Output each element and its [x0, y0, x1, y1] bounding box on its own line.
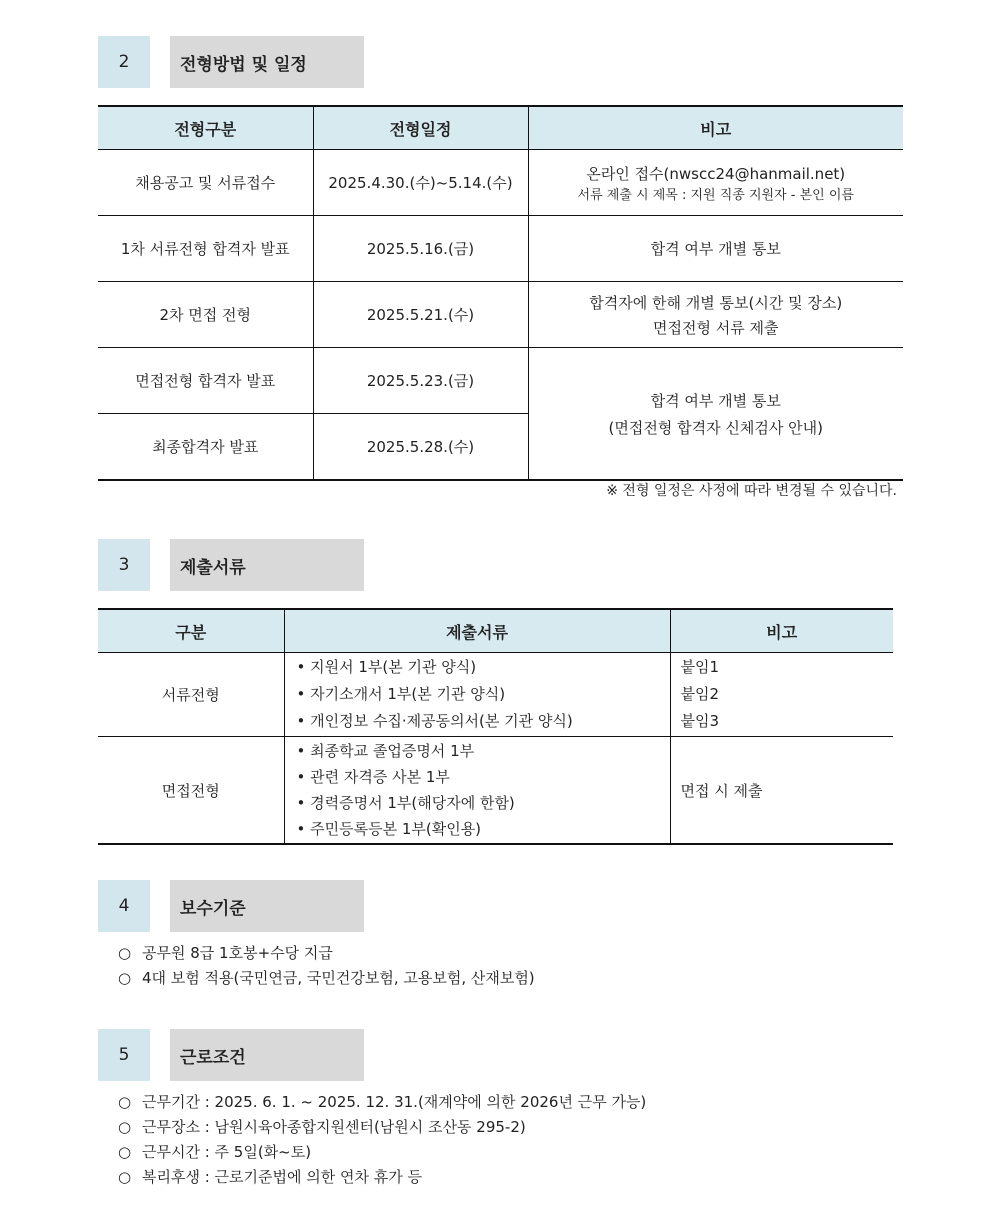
circle-bullet-icon: ○	[118, 1143, 132, 1161]
date-cell: 2025.4.30.(수)~5.14.(수)	[313, 150, 528, 216]
stage-cell: 채용공고 및 서류접수	[98, 150, 313, 216]
list-item	[118, 1090, 646, 1115]
table-row	[98, 653, 893, 737]
date-cell: 2025.5.16.(금)	[313, 216, 528, 282]
category-cell: 면접전형	[98, 737, 284, 845]
list-item-text: 근무기간 : 2025. 6. 1. ~ 2025. 12. 31.(재계약에 의한 2026년 근무 가능)	[142, 1093, 647, 1111]
stage-cell: 1차 서류전형 합격자 발표	[98, 216, 313, 282]
circle-bullet-icon: ○	[118, 1093, 132, 1111]
section-title: 제출서류	[170, 539, 364, 591]
attachment-label: 붙임2	[680, 685, 720, 703]
table-header-row	[98, 609, 893, 653]
circle-bullet-icon: ○	[118, 1118, 132, 1136]
attachment-label: 붙임3	[680, 712, 720, 730]
section-number: 4	[98, 880, 150, 932]
section-3-header	[98, 539, 364, 591]
table-row	[98, 150, 903, 216]
date-cell: 2025.5.21.(수)	[313, 282, 528, 348]
list-item	[118, 941, 535, 966]
note-cell: 면접 시 제출	[670, 737, 893, 845]
note-line: (면접전형 합격자 신체검사 안내)	[608, 418, 823, 437]
documents-table	[98, 608, 893, 845]
schedule-footnote: ※ 전형 일정은 사정에 따라 변경될 수 있습니다.	[606, 483, 897, 499]
note-cell	[670, 653, 893, 737]
list-item-text: 4대 보험 적용(국민연금, 국민건강보험, 고용보험, 산재보험)	[142, 969, 535, 987]
section-4-header	[98, 880, 364, 932]
list-item: • 경력증명서 1부(해당자에 한함)	[296, 794, 515, 812]
stage-cell: 면접전형 합격자 발표	[98, 348, 313, 414]
section-title: 전형방법 및 일정	[170, 36, 364, 88]
list-item	[118, 1140, 646, 1165]
stage-cell: 최종합격자 발표	[98, 414, 313, 481]
table-row	[98, 348, 903, 414]
attachment-label: 붙임1	[680, 658, 720, 676]
list-item-text: 복리후생 : 근로기준법에 의한 연차 휴가 등	[142, 1168, 422, 1186]
list-item: • 관련 자격증 사본 1부	[296, 768, 450, 786]
column-header: 제출서류	[284, 609, 670, 653]
column-header: 전형구분	[98, 106, 313, 150]
list-item-text: 근무시간 : 주 5일(화~토)	[142, 1143, 312, 1161]
schedule-table	[98, 105, 903, 481]
circle-bullet-icon: ○	[118, 944, 132, 962]
section-number: 5	[98, 1029, 150, 1081]
note-cell	[528, 348, 903, 481]
note-cell	[528, 282, 903, 348]
section-number: 2	[98, 36, 150, 88]
section-5-header	[98, 1029, 364, 1081]
column-header: 비고	[670, 609, 893, 653]
table-row	[98, 737, 893, 845]
list-item: • 주민등록등본 1부(확인용)	[296, 820, 482, 838]
section-number: 3	[98, 539, 150, 591]
column-header: 비고	[528, 106, 903, 150]
note-cell: 합격 여부 개별 통보	[528, 216, 903, 282]
table-row	[98, 282, 903, 348]
circle-bullet-icon: ○	[118, 1168, 132, 1186]
list-item	[118, 966, 535, 991]
column-header: 구분	[98, 609, 284, 653]
list-item: • 개인정보 수집·제공동의서(본 기관 양식)	[296, 712, 573, 730]
note-line: 면접전형 서류 제출	[653, 318, 779, 337]
list-item-text: 공무원 8급 1호봉+수당 지급	[142, 944, 333, 962]
table-row	[98, 216, 903, 282]
category-cell: 서류전형	[98, 653, 284, 737]
list-item: • 자기소개서 1부(본 기관 양식)	[296, 685, 506, 703]
list-item: • 지원서 1부(본 기관 양식)	[296, 658, 477, 676]
column-header: 전형일정	[313, 106, 528, 150]
list-item: • 최종학교 졸업증명서 1부	[296, 742, 475, 760]
section-title: 근로조건	[170, 1029, 364, 1081]
section-2-header	[98, 36, 364, 88]
documents-cell	[284, 653, 670, 737]
list-item-text: 근무장소 : 남원시육아종합지원센터(남원시 조산동 295-2)	[142, 1118, 526, 1136]
date-cell: 2025.5.28.(수)	[313, 414, 528, 481]
list-item	[118, 1115, 646, 1140]
section-title: 보수기준	[170, 880, 364, 932]
circle-bullet-icon: ○	[118, 969, 132, 987]
salary-list	[118, 941, 535, 991]
conditions-list	[118, 1090, 646, 1190]
date-cell: 2025.5.23.(금)	[313, 348, 528, 414]
table-header-row	[98, 106, 903, 150]
stage-cell: 2차 면접 전형	[98, 282, 313, 348]
note-line: 서류 제출 시 제목 : 지원 직종 지원자 - 본인 이름	[577, 187, 854, 203]
list-item	[118, 1165, 646, 1190]
note-line: 합격자에 한해 개별 통보(시간 및 장소)	[589, 293, 843, 312]
note-line: 합격 여부 개별 통보	[650, 391, 781, 410]
documents-cell	[284, 737, 670, 845]
note-cell	[528, 150, 903, 216]
note-line: 온라인 접수(nwscc24@hanmail.net)	[586, 164, 846, 183]
